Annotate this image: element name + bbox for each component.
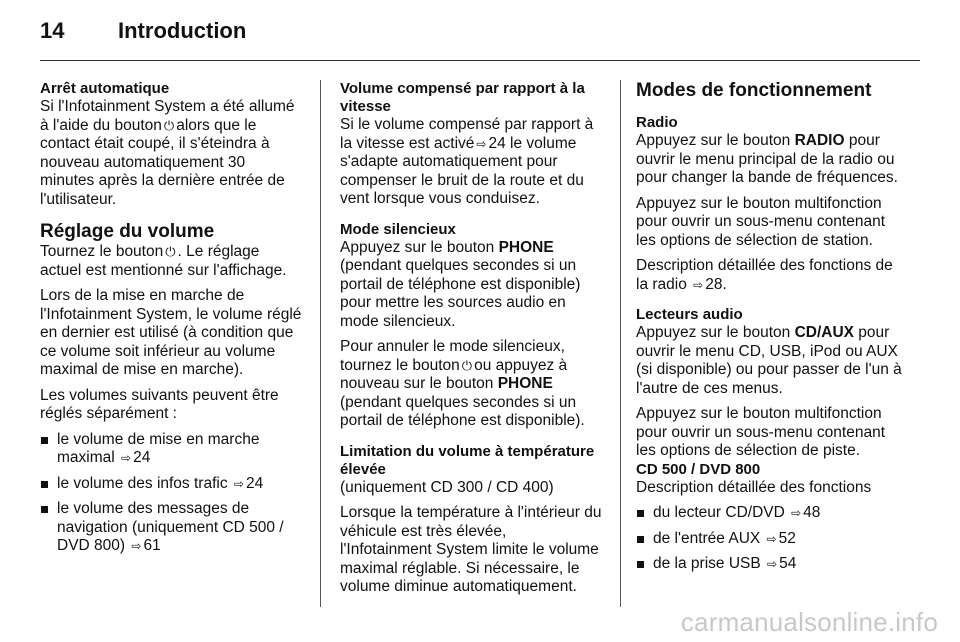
arrow-ref-icon	[119, 449, 133, 466]
power-knob-icon	[460, 357, 474, 374]
list-item	[636, 504, 902, 523]
text-span: alors que le contact était coupé, il s'éteindra à nouveau automatiquement 30 minutes après la dernière entrée de l'utilisateur.	[40, 116, 285, 208]
auto-off-heading: Arrêt automatique	[40, 80, 170, 97]
text-span: Si le volume compensé par rapport à la vitesse est activé	[340, 116, 594, 152]
header-rule	[40, 60, 920, 61]
cd-dvd-heading: CD 500 / DVD 800	[636, 460, 761, 478]
text-span: Appuyez sur le bouton	[340, 238, 495, 256]
text-span: Appuyez sur le bouton	[636, 324, 791, 341]
text-span: (pendant quelques secondes si un portail de téléphone est disponible) pour mettre les sources audio en mode silencieux.	[340, 257, 581, 330]
volume-paragraph-1	[40, 243, 302, 280]
text-span: le volume s'adapte automatiquement pour compenser le bruit de la route et du vent lorsque vous conduisez.	[340, 134, 584, 207]
page-ref[interactable]: 24	[245, 474, 264, 492]
text-span: Appuyez sur le bouton	[636, 132, 791, 149]
mute-paragraph-1	[340, 239, 602, 332]
text-span: de l'entrée AUX	[653, 529, 761, 547]
cd-dvd-paragraph: Description détaillée des fonctions	[636, 478, 872, 496]
text-span: de la prise USB	[653, 555, 761, 572]
text-span: . Le réglage actuel est mentionné sur l'affichage.	[40, 243, 287, 279]
text-span: pour ouvrir le menu principal de la radio ou pour changer la bande de fréquences.	[636, 132, 898, 186]
text-span: du lecteur CD/DVD	[653, 504, 785, 521]
mute-heading: Mode silencieux	[340, 220, 456, 238]
text-span: Description détaillée des fonctions de la radio	[636, 257, 893, 293]
text-span: (pendant quelques secondes si un portail de téléphone est disponible).	[340, 393, 585, 429]
temp-limit-paragraph-1: (uniquement CD 300 / CD 400)	[340, 478, 554, 496]
volume-heading: Réglage du volume	[40, 221, 215, 242]
arrow-ref-icon	[232, 475, 246, 492]
arrow-ref-icon	[765, 530, 779, 547]
radio-paragraph-2: Appuyez sur le bouton multifonction pour ouvrir un sous-menu contenant les options de sélection de station.	[636, 194, 886, 249]
volume-paragraph-3: Les volumes suivants peuvent être réglés séparément :	[40, 386, 279, 422]
column-divider-1	[320, 80, 321, 607]
temp-limit-heading: Limitation du volume à température élevée	[340, 442, 595, 478]
list-item	[40, 500, 302, 556]
audio-paragraph-2: Appuyez sur le bouton multifonction pour ouvrir un sous-menu contenant les options de sélection de piste.	[636, 405, 886, 459]
column-1	[40, 80, 302, 556]
speed-volume-heading: Volume compensé par rapport à la vitesse	[340, 80, 585, 115]
text-span: Pour annuler le mode silencieux, tournez le bouton	[340, 338, 565, 374]
cd-aux-button-label: CD/AUX	[794, 324, 854, 341]
list-item	[636, 530, 902, 549]
arrow-ref-icon	[765, 555, 779, 572]
page-ref[interactable]: 48	[803, 504, 821, 521]
page-ref[interactable]: 61	[143, 537, 161, 554]
phone-button-label: PHONE	[497, 375, 553, 392]
arrow-ref-icon	[691, 276, 705, 293]
text-span: Si l'Infotainment System a été allumé à l'aide du bouton	[40, 98, 295, 134]
text-span: le volume de mise en marche maximal	[57, 430, 260, 466]
section-title: Introduction	[118, 18, 247, 43]
list-item	[636, 555, 902, 574]
text-span: ou appuyez à nouveau sur le bouton	[340, 356, 568, 392]
column-2	[340, 80, 602, 597]
radio-button-label: RADIO	[794, 132, 845, 149]
arrow-ref-icon	[129, 537, 143, 554]
arrow-ref-icon	[474, 135, 488, 152]
column-3	[636, 80, 902, 574]
text-span: pour ouvrir le menu CD, USB, iPod ou AUX (si disponible) ou pour passer de l'un à l'autre de ces menus.	[636, 324, 902, 397]
page-ref[interactable]: 24	[488, 134, 506, 152]
radio-heading: Radio	[636, 114, 678, 131]
arrow-ref-icon	[789, 504, 803, 521]
power-knob-icon	[162, 117, 176, 134]
radio-paragraph-3	[636, 257, 902, 294]
volume-paragraph-2: Lors de la mise en marche de l'Infotainment System, le volume réglé en dernier est utilisé (à condition que ce volume soit inférieur au volume maximal de mise en marche).	[40, 287, 302, 378]
text-span: Tournez le bouton	[40, 243, 164, 260]
list-item	[40, 431, 302, 468]
column-divider-2	[620, 80, 621, 607]
temp-limit-paragraph-2: Lorsque la température à l'intérieur du véhicule est très élevée, l'Infotainment System limite le volume maximal réglable. Si nécessaire, le volume diminue automatiquement.	[340, 504, 602, 595]
power-knob-icon	[163, 243, 177, 260]
watermark: carmanualsonline.info	[680, 607, 938, 637]
auto-off-paragraph	[40, 98, 302, 209]
audio-paragraph-1	[636, 324, 902, 398]
radio-paragraph-1	[636, 132, 902, 188]
page-ref[interactable]: 24	[133, 449, 151, 466]
text-span: le volume des messages de navigation (uniquement CD 500 / DVD 800)	[57, 500, 284, 554]
text-span: le volume des infos trafic	[57, 474, 228, 492]
list-item	[40, 475, 302, 494]
page-ref[interactable]: 52	[778, 529, 796, 547]
speed-volume-paragraph	[340, 116, 602, 209]
mute-paragraph-2	[340, 338, 602, 431]
page-header	[40, 18, 920, 48]
audio-heading: Lecteurs audio	[636, 306, 743, 323]
phone-button-label: PHONE	[498, 238, 554, 256]
page-ref[interactable]: 28.	[705, 275, 727, 293]
page-ref[interactable]: 54	[779, 555, 797, 572]
modes-heading: Modes de fonctionnement	[636, 80, 872, 101]
page-number: 14	[40, 18, 65, 43]
